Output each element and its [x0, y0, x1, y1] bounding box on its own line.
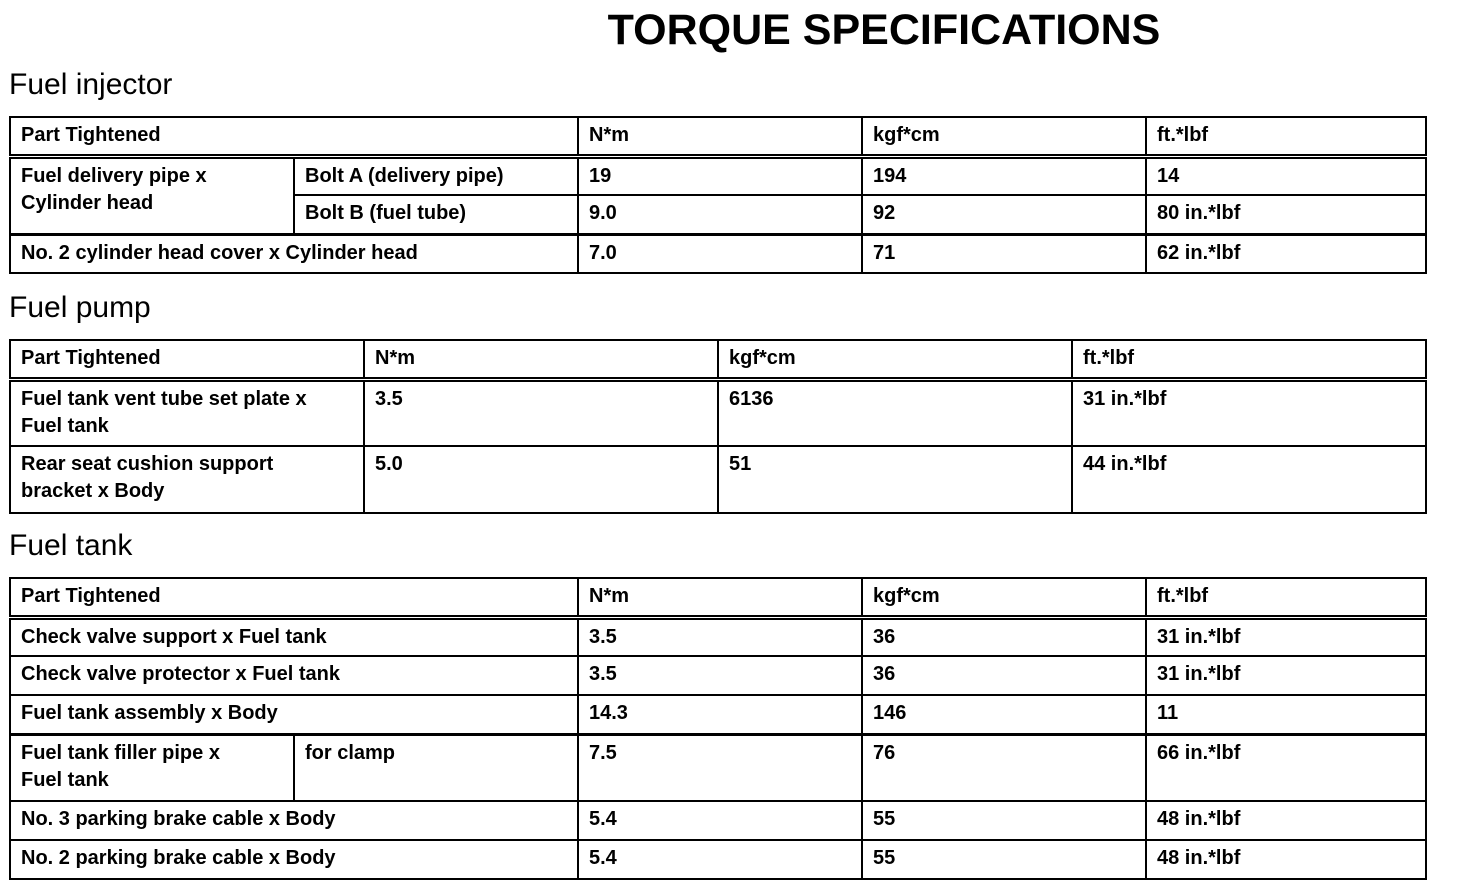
section-title-fuel-tank: Fuel tank	[9, 529, 133, 562]
table-row	[10, 379, 1426, 446]
table-fuel-pump	[9, 339, 1427, 514]
ftlbf-cell: 31 in.*lbf	[1146, 617, 1426, 656]
part-cell: Fuel delivery pipe x Cylinder head	[10, 156, 294, 234]
nm-cell: 3.5	[364, 379, 718, 446]
header-kgfcm: kgf*cm	[862, 578, 1146, 617]
header-nm: N*m	[364, 340, 718, 379]
nm-cell: 3.5	[578, 656, 862, 695]
table-row	[10, 801, 1426, 840]
nm-cell: 5.0	[364, 446, 718, 513]
sub-part-cell: Bolt A (delivery pipe)	[294, 156, 578, 195]
table-row	[10, 617, 1426, 656]
section-title-fuel-pump: Fuel pump	[9, 291, 151, 324]
sub-part-cell: for clamp	[294, 734, 578, 801]
header-nm: N*m	[578, 578, 862, 617]
part-cell: No. 3 parking brake cable x Body	[10, 801, 578, 840]
ftlbf-cell: 80 in.*lbf	[1146, 195, 1426, 234]
kgfcm-cell: 55	[862, 840, 1146, 879]
table-row	[10, 695, 1426, 734]
ftlbf-cell: 66 in.*lbf	[1146, 734, 1426, 801]
kgfcm-cell: 51	[718, 446, 1072, 513]
table-fuel-injector	[9, 116, 1427, 274]
part-cell: No. 2 parking brake cable x Body	[10, 840, 578, 879]
kgfcm-cell: 76	[862, 734, 1146, 801]
header-kgfcm: kgf*cm	[718, 340, 1072, 379]
nm-cell: 5.4	[578, 801, 862, 840]
part-cell: Fuel tank assembly x Body	[10, 695, 578, 734]
header-part-tightened: Part Tightened	[10, 340, 364, 379]
ftlbf-cell: 31 in.*lbf	[1072, 379, 1426, 446]
ftlbf-cell: 62 in.*lbf	[1146, 234, 1426, 273]
part-cell: No. 2 cylinder head cover x Cylinder head	[10, 234, 578, 273]
header-ftlbf: ft.*lbf	[1146, 117, 1426, 156]
nm-cell: 3.5	[578, 617, 862, 656]
ftlbf-cell: 14	[1146, 156, 1426, 195]
table-row	[10, 840, 1426, 879]
header-ftlbf: ft.*lbf	[1072, 340, 1426, 379]
page-title: TORQUE SPECIFICATIONS	[607, 6, 1161, 54]
header-nm: N*m	[578, 117, 862, 156]
kgfcm-cell: 36	[862, 617, 1146, 656]
ftlbf-cell: 44 in.*lbf	[1072, 446, 1426, 513]
kgfcm-cell: 194	[862, 156, 1146, 195]
kgfcm-cell: 92	[862, 195, 1146, 234]
section-title-fuel-injector: Fuel injector	[9, 68, 173, 101]
kgfcm-cell: 6136	[718, 379, 1072, 446]
ftlbf-cell: 11	[1146, 695, 1426, 734]
kgfcm-cell: 146	[862, 695, 1146, 734]
table-row	[10, 446, 1426, 513]
ftlbf-cell: 48 in.*lbf	[1146, 801, 1426, 840]
nm-cell: 5.4	[578, 840, 862, 879]
table-row	[10, 156, 1426, 195]
kgfcm-cell: 55	[862, 801, 1146, 840]
nm-cell: 19	[578, 156, 862, 195]
header-part-tightened: Part Tightened	[10, 117, 578, 156]
sub-part-cell: Bolt B (fuel tube)	[294, 195, 578, 234]
header-ftlbf: ft.*lbf	[1146, 578, 1426, 617]
table-header-row	[10, 578, 1426, 617]
kgfcm-cell: 36	[862, 656, 1146, 695]
ftlbf-cell: 48 in.*lbf	[1146, 840, 1426, 879]
table-header-row	[10, 340, 1426, 379]
table-row	[10, 656, 1426, 695]
header-kgfcm: kgf*cm	[862, 117, 1146, 156]
part-cell: Check valve support x Fuel tank	[10, 617, 578, 656]
header-part-tightened: Part Tightened	[10, 578, 578, 617]
table-row	[10, 234, 1426, 273]
table-row	[10, 734, 1426, 801]
part-cell: Fuel tank filler pipe x Fuel tank	[10, 734, 294, 801]
part-cell: Check valve protector x Fuel tank	[10, 656, 578, 695]
table-header-row	[10, 117, 1426, 156]
kgfcm-cell: 71	[862, 234, 1146, 273]
part-cell: Fuel tank vent tube set plate x Fuel tank	[10, 379, 364, 446]
nm-cell: 7.0	[578, 234, 862, 273]
nm-cell: 7.5	[578, 734, 862, 801]
table-fuel-tank	[9, 577, 1427, 880]
nm-cell: 9.0	[578, 195, 862, 234]
part-cell: Rear seat cushion support bracket x Body	[10, 446, 364, 513]
ftlbf-cell: 31 in.*lbf	[1146, 656, 1426, 695]
nm-cell: 14.3	[578, 695, 862, 734]
